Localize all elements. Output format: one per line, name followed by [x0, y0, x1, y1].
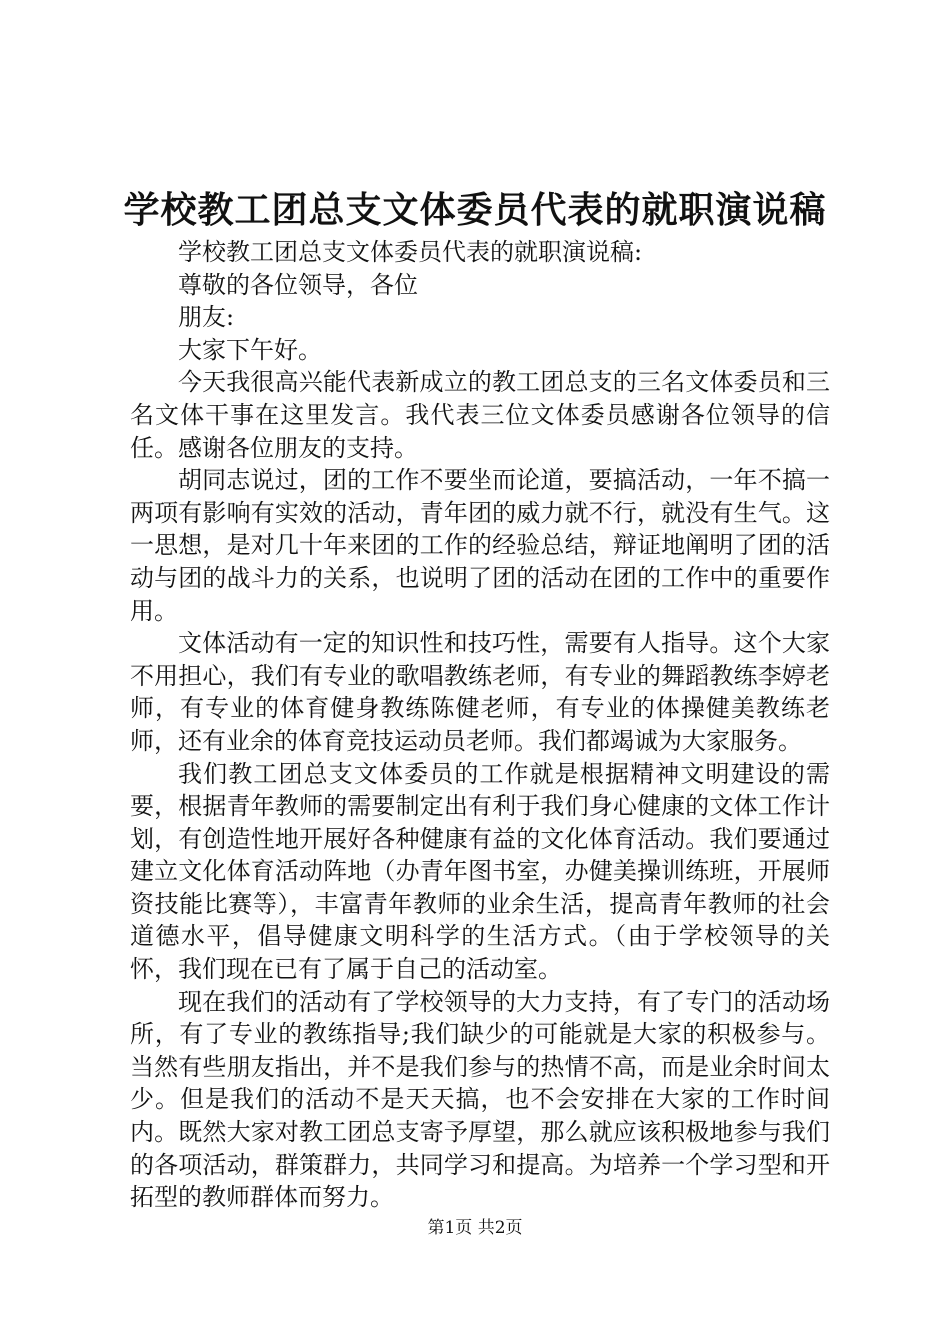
paragraph: 学校教工团总支文体委员代表的就职演说稿:	[178, 238, 643, 266]
paragraph: 大家下午好。	[178, 335, 322, 364]
paragraph: 文体活动有一定的知识性和技巧性，需要有人指导。这个大家不用担心，我们有专业的歌唱教练老师，有专业的舞蹈教练李婷老师，有专业的体育健身教练陈健老师，有专业的体操健美教练老师，还有业余的体育竞技运动员老师。我们都竭诚为大家服务。	[130, 629, 830, 755]
document-body	[130, 236, 830, 1214]
paragraph: 现在我们的活动有了学校领导的大力支持，有了专门的活动场所，有了专业的教练指导;我们缺少的可能就是大家的积极参与。当然有些朋友指出，并不是我们参与的热情不高，而是业余时间太少。但是我们的活动不是天天搞，也不会安排在大家的工作时间内。既然大家对教工团总支寄予厚望，那么就应该积极地参与我们的各项活动，群策群力，共同学习和提高。为培养一个学习型和开拓型的教师群体而努力。	[130, 987, 830, 1212]
paragraph: 我们教工团总支文体委员的工作就是根据精神文明建设的需要，根据青年教师的需要制定出有利于我们身心健康的文体工作计划，有创造性地开展好各种健康有益的文化体育活动。我们要通过建立文化体育活动阵地（办青年图书室，办健美操训练班，开展师资技能比赛等），丰富青年教师的业余生活，提高青年教师的社会道德水平，倡导健康文明科学的生活方式。（由于学校领导的关怀，我们现在已有了属于自己的活动室。	[130, 759, 830, 984]
paragraph: 朋友:	[178, 303, 235, 332]
paragraph: 胡同志说过，团的工作不要坐而论道，要搞活动，一年不搞一两项有影响有实效的活动，青年团的威力就不行，就没有生气。这一思想，是对几十年来团的工作的经验总结，辩证地阐明了团的活动与团的战斗力的关系，也说明了团的活动在团的工作中的重要作用。	[130, 466, 830, 625]
page-number-footer: 第1页 共2页	[427, 1218, 523, 1238]
paragraph: 尊敬的各位领导，各位	[178, 270, 418, 299]
document-title: 学校教工团总支文体委员代表的就职演说稿	[123, 189, 827, 231]
paragraph: 今天我很高兴能代表新成立的教工团总支的三名文体委员和三名文体干事在这里发言。我代表三位文体委员感谢各位领导的信任。感谢各位朋友的支持。	[130, 368, 830, 462]
